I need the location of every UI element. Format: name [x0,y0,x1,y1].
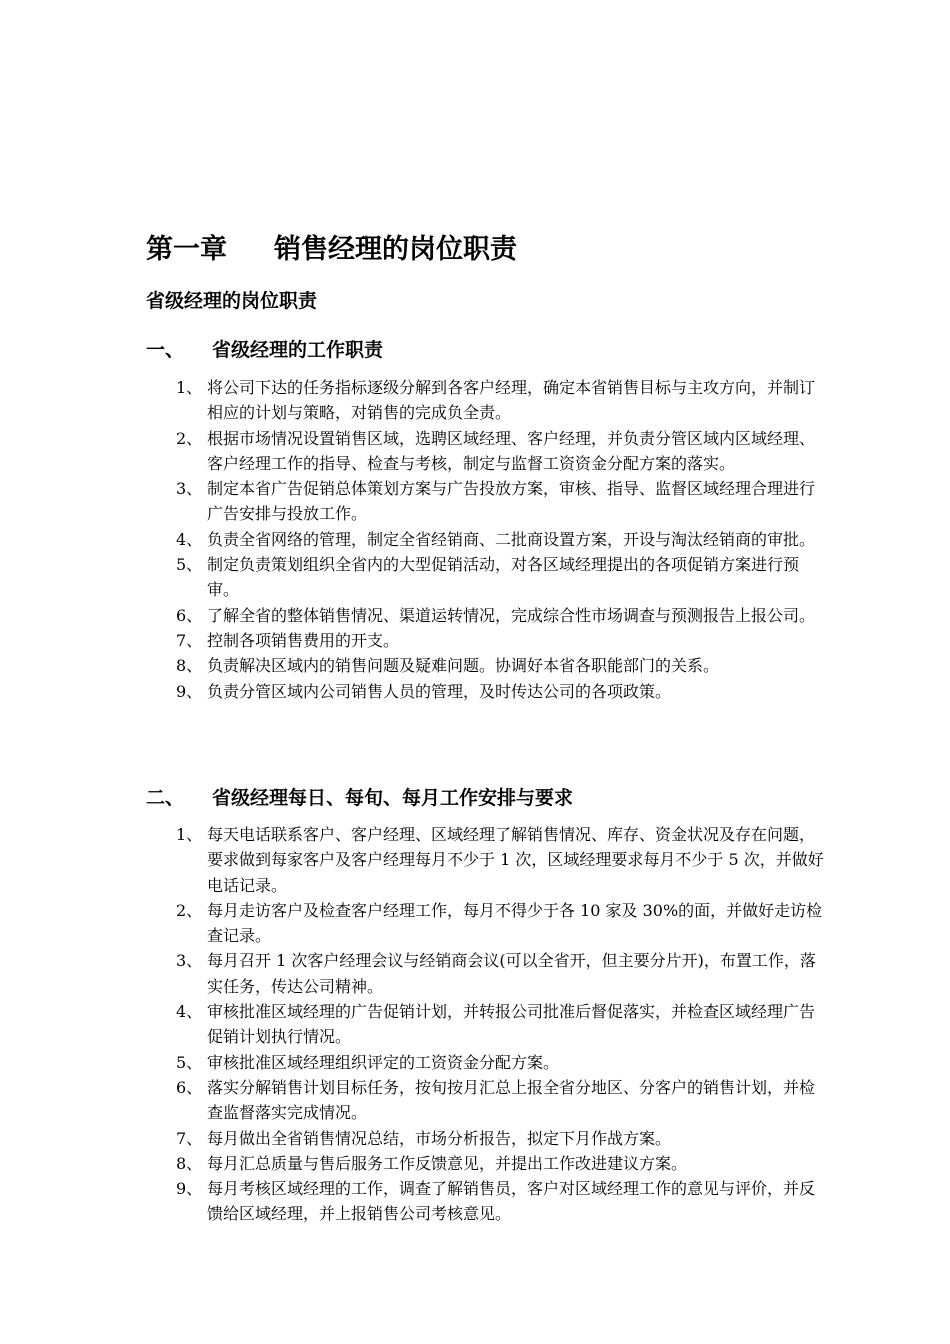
list-marker: 3、 [176,479,203,499]
list-item [176,999,826,1050]
list-marker: 5、 [176,555,203,575]
list-marker: 2、 [176,900,203,920]
list-item-text: 每月做出全省销售情况总结，市场分析报告，拟定下月作战方案。 [207,1128,672,1148]
list-item-text: 每月召开 1 次客户经理会议与经销商会议(可以全省开，但主要分片开)，布置工作，落实任务，传达公司精神。 [207,951,816,996]
section-heading-text: 省级经理的工作职责 [212,339,384,361]
section-heading [146,336,383,364]
list-item-text: 了解全省的整体销售情况、渠道运转情况，完成综合性市场调查与预测报告上报公司。 [207,605,816,625]
list-item-text: 审核批准区域经理的广告促销计划，并转报公司批准后督促落实，并检查区域经理广告促销计划执行情况。 [207,1002,816,1047]
chapter-title-text: 销售经理的岗位职责 [274,234,517,265]
list-item-text: 负责分管区域内公司销售人员的管理，及时传达公司的各项政策。 [207,681,672,701]
list-item-text: 制定本省广告促销总体策划方案与广告投放方案，审核、指导、监督区域经理合理进行广告安排与投放工作。 [207,479,816,524]
list-item-text: 控制各项销售费用的开支。 [207,630,400,650]
list-item [176,426,826,477]
list-marker: 3、 [176,951,203,971]
list-item [176,476,826,527]
section-heading-text: 省级经理每日、每旬、每月工作安排与要求 [212,787,574,809]
list-item [176,1151,826,1176]
list-item-text: 负责解决区域内的销售问题及疑难问题。协调好本省各职能部门的关系。 [207,656,720,676]
list-marker: 2、 [176,428,203,448]
list-marker: 9、 [176,681,203,701]
list-item [176,375,826,426]
page-subtitle: 省级经理的岗位职责 [146,290,318,312]
requirement-list [176,822,826,1227]
list-item [176,679,826,704]
list-item [176,552,826,603]
list-item-text: 根据市场情况设置销售区域，选聘区域经理、客户经理，并负责分管区域内区域经理、客户经理工作的指导、检查与考核，制定与监督工资资金分配方案的落实。 [207,428,816,473]
chapter-number: 第一章 [146,234,227,265]
list-marker: 9、 [176,1179,203,1199]
list-item [176,628,826,653]
list-marker: 4、 [176,1002,203,1022]
list-item-text: 审核批准区域经理组织评定的工资资金分配方案。 [207,1052,560,1072]
list-marker: 1、 [176,825,203,844]
list-item [176,527,826,552]
chapter-title [146,232,517,268]
list-item [176,1050,826,1075]
list-item [176,653,826,678]
list-item-text: 每月考核区域经理的工作，调查了解销售员，客户对区域经理工作的意见与评价，并反馈给区域经理，并上报销售公司考核意见。 [207,1179,816,1224]
list-marker: 7、 [176,1128,203,1148]
list-marker: 8、 [176,1153,203,1173]
list-marker: 1、 [176,378,203,397]
list-item-text: 每月汇总质量与售后服务工作反馈意见，并提出工作改进建议方案。 [207,1153,688,1173]
list-item [176,1075,826,1126]
list-item-text: 每天电话联系客户、客户经理、区域经理了解销售情况、库存、资金状况及存在问题，要求做到每家客户及客户经理每月不少于 1 次，区域经理要求每月不少于 5 次，并做好电话记录。 [207,825,824,895]
section-number: 二、 [146,787,185,809]
list-item-text: 制定负责策划组织全省内的大型促销活动，对各区域经理提出的各项促销方案进行预审。 [207,555,800,600]
list-item-text: 负责全省网络的管理，制定全省经销商、二批商设置方案，开设与淘汰经销商的审批。 [207,529,816,549]
list-item [176,948,826,999]
list-item [176,603,826,628]
list-item [176,822,826,898]
section-heading [146,784,573,812]
list-marker: 6、 [176,605,203,625]
section-number: 一、 [146,339,185,361]
list-item-text: 落实分解销售计划目标任务，按旬按月汇总上报全省分地区、分客户的销售计划，并检查监督落实完成情况。 [207,1077,816,1123]
list-marker: 8、 [176,656,203,676]
list-item-text: 将公司下达的任务指标逐级分解到各客户经理，确定本省销售目标与主攻方向，并制订相应的计划与策略，对销售的完成负全责。 [207,378,816,423]
list-item-text: 每月走访客户及检查客户经理工作，每月不得少于各 10 家及 30%的面，并做好走访检查记录。 [207,900,823,946]
list-item [176,1126,826,1151]
list-marker: 7、 [176,630,203,650]
duty-list [176,375,826,704]
list-marker: 4、 [176,529,203,549]
list-item [176,898,826,949]
list-item [176,1176,826,1227]
list-marker: 5、 [176,1052,203,1072]
list-marker: 6、 [176,1077,203,1097]
